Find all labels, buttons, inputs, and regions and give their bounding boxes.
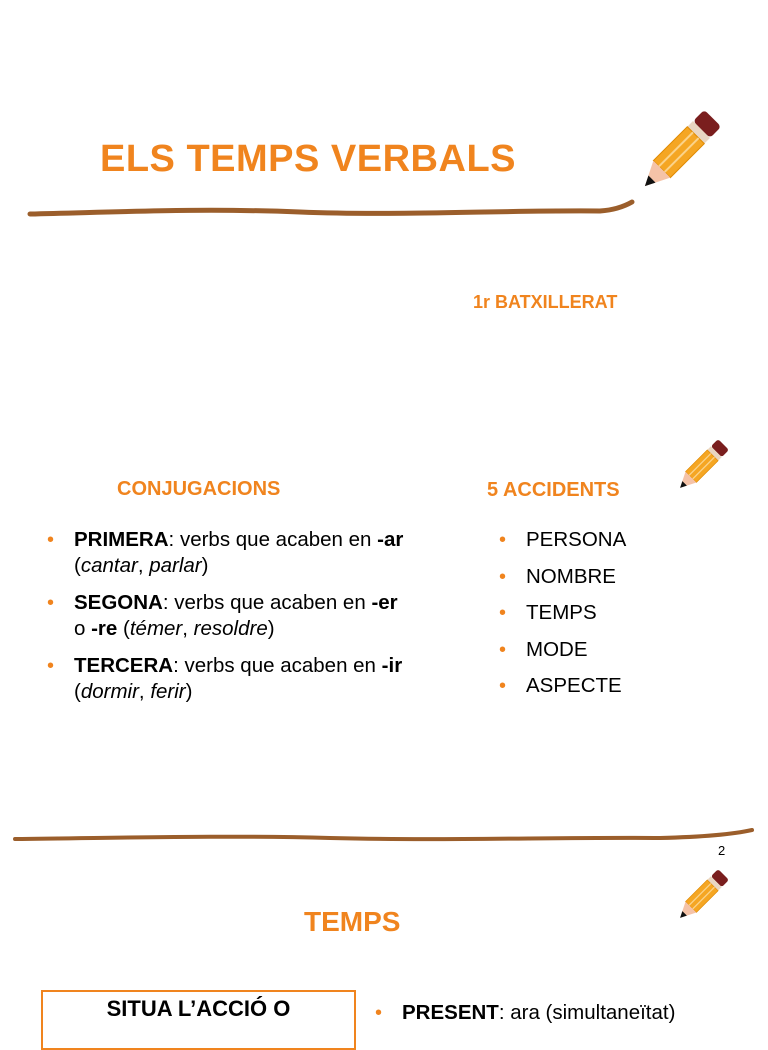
temps-heading: TEMPS xyxy=(304,906,401,937)
pencil-icon xyxy=(668,866,732,930)
list-item: • PERSONA xyxy=(499,527,739,553)
slide-title: ELS TEMPS VERBALS xyxy=(100,138,516,180)
list-item: • TEMPS xyxy=(499,600,739,626)
pencil-icon xyxy=(626,105,726,205)
pencil-icon xyxy=(668,436,732,500)
divider-line-bottom xyxy=(0,822,768,852)
situa-box xyxy=(41,990,356,1050)
subtitle: 1r BATXILLERAT xyxy=(473,292,618,312)
accidents-heading: 5 ACCIDENTS xyxy=(487,479,620,501)
accidents-list xyxy=(499,527,739,710)
page-number: 2 xyxy=(718,843,726,858)
situa-box-text: SITUA L’ACCIÓ O xyxy=(106,996,291,1021)
conjugations-list xyxy=(47,527,407,716)
list-item: • NOMBRE xyxy=(499,564,739,590)
list-item: • SEGONA: verbs que acaben en -er o -re (témer, resoldre) xyxy=(47,590,407,642)
list-item: • ASPECTE xyxy=(499,673,739,699)
tenses-list xyxy=(375,1000,755,1026)
list-item: • PRESENT: ara (simultaneïtat) xyxy=(375,1000,755,1026)
list-item: • TERCERA: verbs que acaben en -ir (dormir, ferir) xyxy=(47,653,407,705)
list-item: • MODE xyxy=(499,637,739,663)
conjugations-heading: CONJUGACIONS xyxy=(117,478,281,500)
list-item: • PRIMERA: verbs que acaben en -ar (cantar, parlar) xyxy=(47,527,407,579)
divider-line-top xyxy=(0,196,768,226)
